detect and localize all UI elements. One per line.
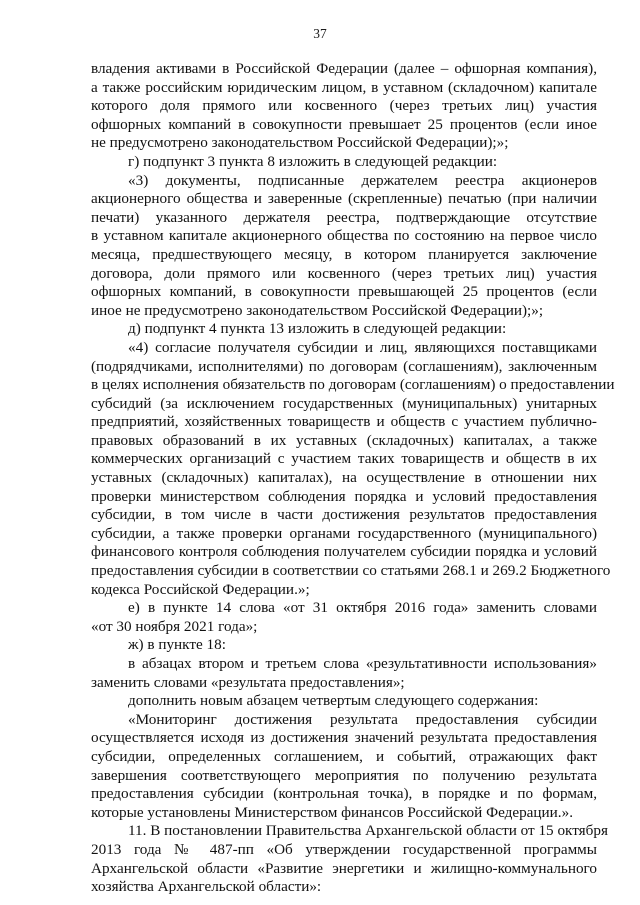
text-line: (подрядчиками, исполнителями) по договорам (соглашениям), заключенным: [91, 357, 597, 375]
text-line: кодекса Российской Федерации.»;: [91, 580, 310, 598]
text-line: в уставном капитале акционерного общества по состоянию на первое число: [91, 227, 597, 245]
text-line: заменить словами «результата предоставления»;: [91, 673, 405, 691]
text-line: финансового контроля соблюдения получателем субсидии порядка и условий: [91, 543, 597, 561]
text-line: е) в пункте 14 слова «от 31 октября 2016 года» заменить словами: [128, 599, 597, 617]
text-line: «от 30 ноября 2021 года»;: [91, 617, 258, 635]
text-line: в абзацах втором и третьем слова «результативности использования»: [128, 655, 597, 672]
text-line: акционерного общества и заверенные (скрепленные) печатью (при наличии: [91, 190, 597, 208]
text-line: 11. В постановлении Правительства Архангельской области от 15 октября: [128, 822, 608, 840]
text-line: Архангельской области «Развитие энергетики и жилищно-коммунального: [91, 859, 597, 877]
text-line: которые установлены Министерством финансов Российской Федерации.».: [91, 803, 573, 821]
text-line: 2013 года № 487-пп «Об утверждении государственной программы: [91, 840, 597, 858]
text-line: субсидии, определенных соглашением, и событий, отражающих факт: [91, 747, 597, 765]
text-line: предоставления субсидии в соответствии со статьями 268.1 и 269.2 Бюджетного: [91, 562, 611, 580]
text-line: а также российским юридическим лицом, в уставном (складочном) капитале: [91, 78, 597, 96]
text-line: субсидий (за исключением государственных (муниципальных) унитарных: [91, 394, 597, 412]
text-line: в целях исполнения обязательств по договорам (соглашениям) о предоставлении: [91, 376, 615, 394]
text-line: «4) согласие получателя субсидии и лиц, являющихся поставщиками: [128, 338, 597, 356]
text-line: осуществляется исходя из достижения значений результата предоставления: [91, 729, 597, 747]
text-line: правовых образований в их уставных (складочных) капиталах, а также: [91, 431, 597, 449]
text-line: офшорных компаний, в совокупности превышающей 25 процентов (если: [91, 283, 597, 301]
text-line: хозяйства Архангельской области»:: [91, 878, 322, 896]
text-line: завершения соответствующего мероприятия по получению результата: [91, 766, 597, 784]
text-line: ж) в пункте 18:: [128, 636, 226, 654]
text-line: офшорных компаний в совокупности превышает 25 процентов (если иное: [91, 115, 597, 133]
text-line: дополнить новым абзацем четвертым следующего содержания:: [128, 692, 539, 710]
text-line: субсидии, в том числе в части достижения результатов предоставления: [91, 506, 597, 524]
page-number: 37: [313, 26, 327, 41]
text-line: «Мониторинг достижения результата предоставления субсидии: [128, 710, 597, 728]
text-line: владения активами в Российской Федерации (далее – офшорная компания),: [91, 60, 597, 77]
text-line: договора, доли прямого или косвенного (через третьих лиц) участия: [91, 264, 597, 282]
text-line: предоставления субсидии (контрольная точка), в порядке и по формам,: [91, 785, 597, 803]
text-line: месяца, предшествующего месяцу, в котором планируется заключение: [91, 245, 597, 263]
text-line: проверки министерством соблюдения порядка и условий предоставления: [91, 487, 597, 505]
text-line: г) подпункт 3 пункта 8 изложить в следующей редакции:: [128, 152, 498, 170]
text-line: печати) указанного держателя реестра, подтверждающие отсутствие: [91, 208, 597, 226]
text-line: д) подпункт 4 пункта 13 изложить в следующей редакции:: [128, 320, 507, 338]
text-line: субсидии, а также проверки органами государственного (муниципального): [91, 524, 597, 542]
text-line: уставных (складочных) капиталах), на осуществление в отношении них: [91, 469, 597, 487]
text-line: «3) документы, подписанные держателем реестра акционеров: [128, 171, 597, 189]
text-line: коммерческих организаций с участием таких товариществ и обществ в их: [91, 450, 597, 468]
text-line: не предусмотрено законодательством Российской Федерации);»;: [91, 134, 509, 152]
text-line: предприятий, хозяйственных товариществ и обществ с участием публично-: [91, 413, 597, 431]
text-line: иное не предусмотрено законодательством Российской Федерации);»;: [91, 301, 544, 319]
document-body: [91, 60, 615, 897]
text-line: которого доля прямого или косвенного (через третьих лиц) участия: [91, 97, 597, 115]
